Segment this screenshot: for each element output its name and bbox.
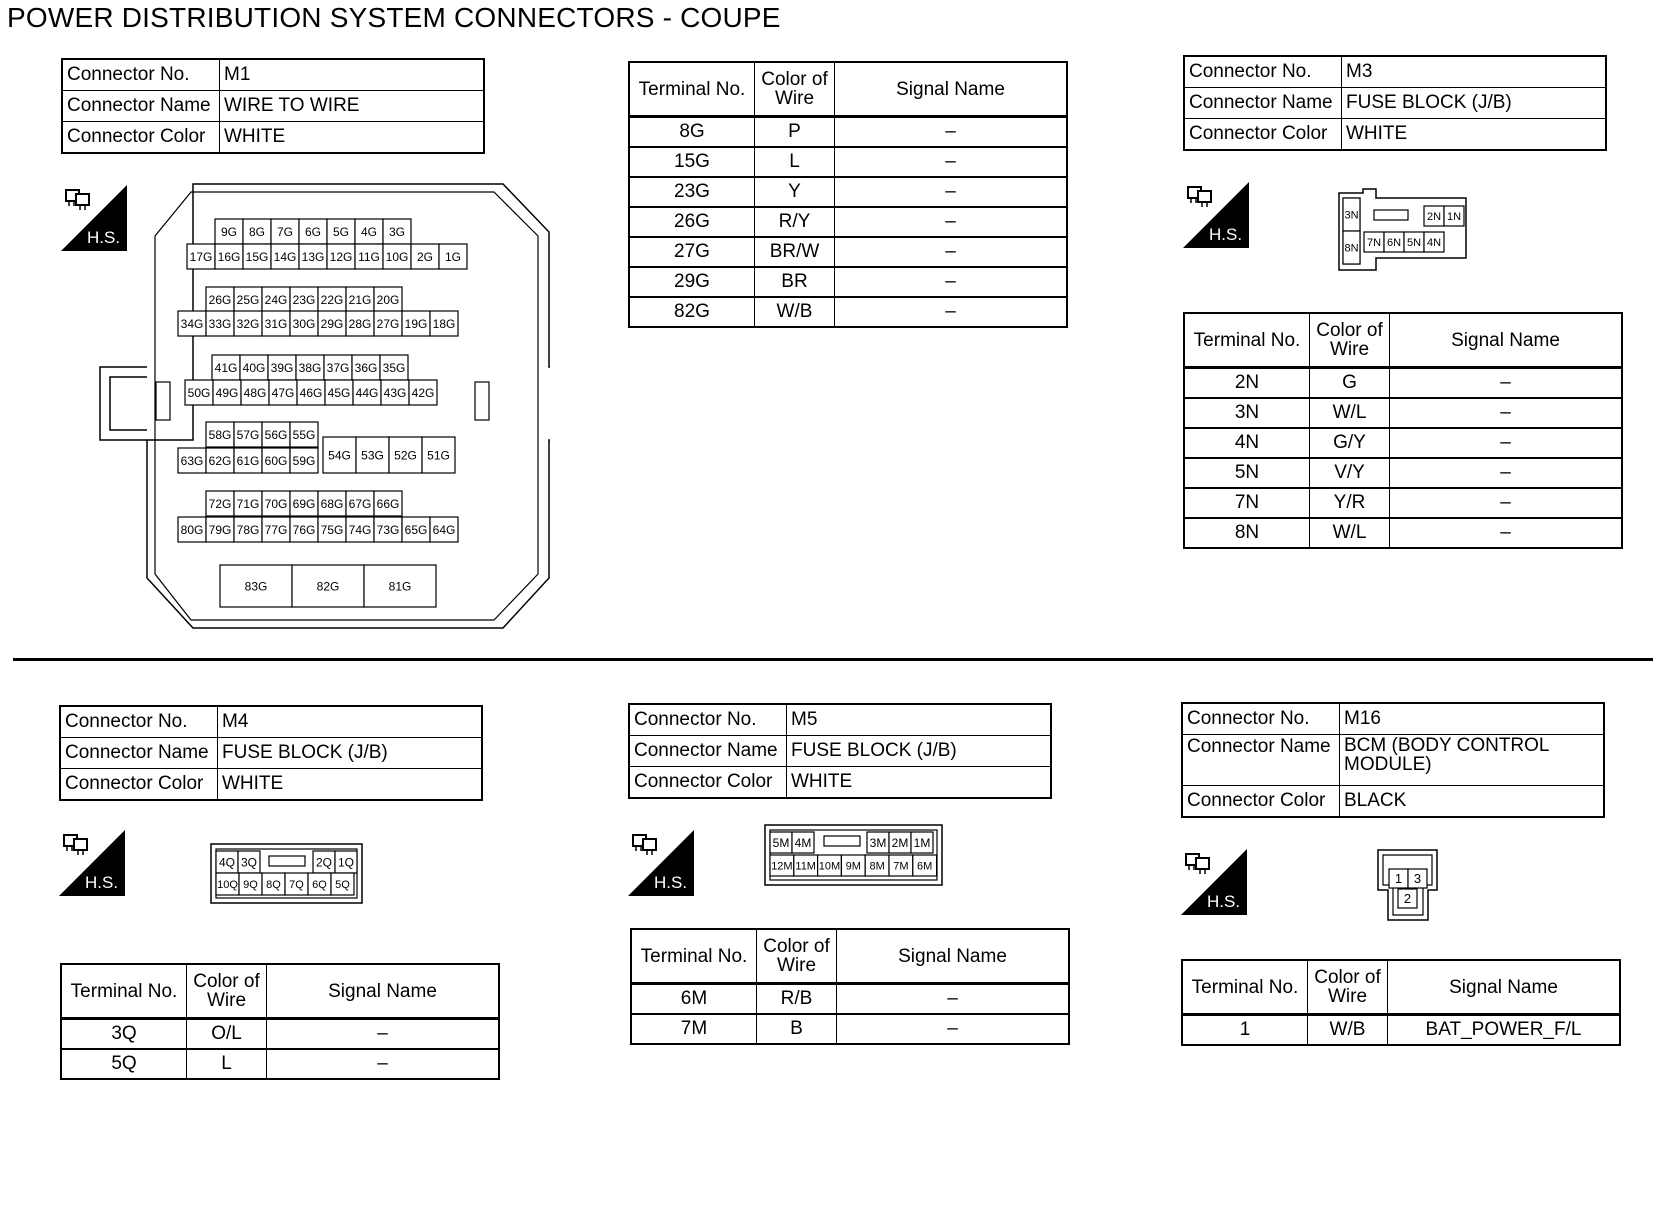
terminal-label: 70G bbox=[264, 496, 288, 511]
connector-latch-left bbox=[100, 367, 147, 440]
terminal-label: 9Q bbox=[243, 878, 258, 891]
terminal-label: 11G bbox=[358, 249, 380, 264]
terminal-label: 79G bbox=[208, 522, 232, 537]
terminal-label: 14G bbox=[273, 249, 297, 264]
harness-side-icon bbox=[1183, 182, 1249, 253]
label-connector-color: Connector Color bbox=[1184, 119, 1342, 151]
connector-color-value: WHITE bbox=[1342, 119, 1607, 151]
terminal-label: 28G bbox=[348, 316, 372, 331]
label-connector-color: Connector Color bbox=[629, 767, 787, 799]
terminal-cell: 6M bbox=[631, 984, 757, 1015]
wire-cell: BR/W bbox=[755, 237, 835, 267]
wire-cell: Y/R bbox=[1310, 488, 1390, 518]
wire-cell: O/L bbox=[187, 1019, 267, 1050]
table-row bbox=[1184, 398, 1622, 428]
table-row bbox=[629, 267, 1067, 297]
terminal-label: 6Q bbox=[312, 878, 327, 891]
col-terminal-no: Terminal No. bbox=[61, 964, 187, 1019]
terminal-label: 22G bbox=[320, 292, 344, 307]
col-color-of-wire: Color of Wire bbox=[187, 964, 267, 1019]
terminal-label: 68G bbox=[320, 496, 344, 511]
terminal-label: 82G bbox=[316, 579, 340, 594]
terminal-label: 4G bbox=[360, 224, 378, 239]
wire-cell: B bbox=[757, 1014, 837, 1044]
label-connector-no: Connector No. bbox=[62, 59, 220, 91]
terminal-label: 55G bbox=[292, 427, 316, 442]
terminal-label: 67G bbox=[348, 496, 372, 511]
terminal-cell: 5Q bbox=[61, 1049, 187, 1079]
terminal-label: 52G bbox=[394, 448, 417, 463]
terminal-label: 36G bbox=[354, 360, 378, 375]
page-title: POWER DISTRIBUTION SYSTEM CONNECTORS - COUPE bbox=[7, 2, 781, 33]
terminal-table-m1 bbox=[628, 61, 1068, 328]
terminal-label: 26G bbox=[208, 292, 232, 307]
col-color-of-wire: Color of Wire bbox=[1310, 313, 1390, 368]
terminal-table-m5 bbox=[630, 928, 1070, 1045]
terminal-cell: 7M bbox=[631, 1014, 757, 1044]
terminal-label: 74G bbox=[348, 522, 372, 537]
col-signal-name: Signal Name bbox=[1388, 960, 1621, 1015]
terminal-label: 6N bbox=[1386, 236, 1402, 249]
terminal-label: 10Q bbox=[217, 878, 238, 891]
terminal-label: 10M bbox=[818, 860, 841, 873]
label-connector-name: Connector Name bbox=[1184, 88, 1342, 119]
terminal-cell: 27G bbox=[629, 237, 755, 267]
terminal-label: 44G bbox=[355, 385, 379, 400]
terminal-label: 3 bbox=[1413, 871, 1422, 887]
terminal-label: 2M bbox=[891, 835, 909, 850]
terminal-label: 7M bbox=[893, 860, 909, 873]
terminal-label: 31G bbox=[264, 316, 288, 331]
terminal-label: 8Q bbox=[266, 878, 281, 891]
wire-cell: L bbox=[187, 1049, 267, 1079]
col-color-of-wire: Color of Wire bbox=[1308, 960, 1388, 1015]
terminal-cell: 7N bbox=[1184, 488, 1310, 518]
terminal-label: 54G bbox=[328, 448, 351, 463]
wire-cell: V/Y bbox=[1310, 458, 1390, 488]
hs-label: H.S. bbox=[87, 228, 121, 247]
wire-cell: R/Y bbox=[755, 207, 835, 237]
terminal-cell: 4N bbox=[1184, 428, 1310, 458]
terminal-label: 53G bbox=[361, 448, 384, 463]
signal-cell: – bbox=[835, 117, 1068, 148]
terminal-label: 1Q bbox=[337, 855, 355, 870]
terminal-label: 3Q bbox=[240, 855, 258, 870]
terminal-label: 81G bbox=[388, 579, 412, 594]
terminal-label: 2Q bbox=[315, 855, 333, 870]
terminal-label: 35G bbox=[382, 360, 406, 375]
terminal-label: 5G bbox=[332, 224, 350, 239]
terminal-label: 34G bbox=[180, 316, 204, 331]
connector-lock-right bbox=[475, 382, 489, 420]
terminal-cell: 3N bbox=[1184, 398, 1310, 428]
terminal-cell: 23G bbox=[629, 177, 755, 207]
terminal-label: 7G bbox=[276, 224, 294, 239]
terminal-label: 39G bbox=[270, 360, 294, 375]
signal-cell: – bbox=[835, 147, 1068, 177]
terminal-label: 3N bbox=[1344, 209, 1359, 222]
terminal-label: 83G bbox=[244, 579, 268, 594]
wire-cell: W/L bbox=[1310, 518, 1390, 548]
terminal-label: 6M bbox=[917, 860, 933, 873]
wire-cell: P bbox=[755, 117, 835, 148]
label-connector-color: Connector Color bbox=[60, 769, 218, 801]
terminal-label: 27G bbox=[376, 316, 400, 331]
terminal-label: 75G bbox=[320, 522, 344, 537]
terminal-label: 57G bbox=[236, 427, 260, 442]
terminal-label: 80G bbox=[180, 522, 204, 537]
col-color-of-wire: Color of Wire bbox=[755, 62, 835, 117]
connector-name-value: FUSE BLOCK (J/B) bbox=[218, 738, 483, 769]
label-connector-no: Connector No. bbox=[1184, 56, 1342, 88]
col-terminal-no: Terminal No. bbox=[1182, 960, 1308, 1015]
harness-side-icon bbox=[628, 830, 694, 901]
terminal-label: 1M bbox=[913, 835, 931, 850]
signal-cell: – bbox=[1390, 428, 1623, 458]
hs-label: H.S. bbox=[85, 873, 119, 892]
col-terminal-no: Terminal No. bbox=[631, 929, 757, 984]
terminal-label: 59G bbox=[292, 453, 316, 468]
terminal-label: 49G bbox=[215, 385, 239, 400]
terminal-label: 2N bbox=[1426, 210, 1442, 223]
terminal-label: 51G bbox=[427, 448, 450, 463]
terminal-label: 66G bbox=[376, 496, 400, 511]
table-row bbox=[631, 1014, 1069, 1044]
label-connector-color: Connector Color bbox=[62, 122, 220, 154]
connector-face-m3 bbox=[1338, 188, 1470, 272]
terminal-label: 4N bbox=[1426, 236, 1442, 249]
terminal-label: 16G bbox=[217, 249, 241, 264]
connector-face-m16 bbox=[1376, 848, 1440, 924]
signal-cell: – bbox=[1390, 458, 1623, 488]
harness-side-icon bbox=[59, 830, 125, 901]
terminal-label: 62G bbox=[208, 453, 232, 468]
connector-name-value: FUSE BLOCK (J/B) bbox=[787, 736, 1052, 767]
terminal-label: 43G bbox=[383, 385, 407, 400]
terminal-label: 12M bbox=[771, 860, 793, 873]
signal-cell: – bbox=[837, 984, 1070, 1015]
connector-name-value: WIRE TO WIRE bbox=[220, 91, 485, 122]
terminal-label: 33G bbox=[208, 316, 232, 331]
terminal-label: 18G bbox=[432, 316, 456, 331]
terminal-label: 77G bbox=[264, 522, 288, 537]
terminal-cell: 8N bbox=[1184, 518, 1310, 548]
terminal-label: 11M bbox=[795, 860, 816, 873]
terminal-label: 69G bbox=[292, 496, 316, 511]
terminal-cell: 3Q bbox=[61, 1019, 187, 1050]
connector-face-m4 bbox=[210, 843, 364, 905]
terminal-cell: 5N bbox=[1184, 458, 1310, 488]
terminal-label: 1 bbox=[1394, 871, 1403, 887]
terminal-label: 9G bbox=[220, 224, 238, 239]
table-row bbox=[629, 147, 1067, 177]
terminal-table-m4 bbox=[60, 963, 500, 1080]
signal-cell: – bbox=[835, 237, 1068, 267]
terminal-label: 32G bbox=[236, 316, 260, 331]
wire-cell: L bbox=[755, 147, 835, 177]
terminal-label: 63G bbox=[180, 453, 204, 468]
wire-cell: R/B bbox=[757, 984, 837, 1015]
label-connector-no: Connector No. bbox=[1182, 703, 1340, 735]
signal-cell: – bbox=[1390, 488, 1623, 518]
connector-face-m1 bbox=[98, 182, 550, 632]
terminal-label: 76G bbox=[292, 522, 316, 537]
table-row bbox=[629, 237, 1067, 267]
signal-cell: – bbox=[835, 267, 1068, 297]
signal-cell: – bbox=[1390, 398, 1623, 428]
wire-cell: Y bbox=[755, 177, 835, 207]
table-row bbox=[1184, 488, 1622, 518]
table-row bbox=[61, 1049, 499, 1079]
signal-cell: – bbox=[1390, 368, 1623, 399]
harness-side-icon bbox=[1181, 849, 1247, 920]
terminal-label: 24G bbox=[264, 292, 288, 307]
terminal-label: 19G bbox=[404, 316, 428, 331]
connector-info-m1 bbox=[61, 58, 485, 154]
terminal-cell: 8G bbox=[629, 117, 755, 148]
col-signal-name: Signal Name bbox=[835, 62, 1068, 117]
label-connector-name: Connector Name bbox=[62, 91, 220, 122]
terminal-label: 8N bbox=[1344, 242, 1359, 255]
terminal-label: 4M bbox=[794, 835, 812, 850]
connector-no-value: M16 bbox=[1340, 703, 1605, 735]
terminal-label: 8G bbox=[248, 224, 266, 239]
connector-no-value: M1 bbox=[220, 59, 485, 91]
terminal-label: 20G bbox=[376, 292, 400, 307]
terminal-label: 37G bbox=[326, 360, 350, 375]
terminal-label: 25G bbox=[236, 292, 260, 307]
table-row bbox=[61, 1019, 499, 1050]
label-connector-no: Connector No. bbox=[629, 704, 787, 736]
terminal-label: 41G bbox=[214, 360, 238, 375]
connector-name-value: BCM (BODY CONTROL MODULE) bbox=[1340, 735, 1605, 786]
terminal-label: 3M bbox=[869, 835, 887, 850]
terminal-label: 3G bbox=[388, 224, 406, 239]
label-connector-color: Connector Color bbox=[1182, 786, 1340, 818]
signal-cell: – bbox=[267, 1019, 500, 1050]
terminal-cell: 15G bbox=[629, 147, 755, 177]
terminal-label: 47G bbox=[271, 385, 295, 400]
terminal-label: 60G bbox=[264, 453, 288, 468]
terminal-label: 23G bbox=[292, 292, 316, 307]
terminal-label: 73G bbox=[376, 522, 400, 537]
table-row bbox=[629, 117, 1067, 148]
terminal-label: 2G bbox=[416, 249, 434, 264]
terminal-cell: 82G bbox=[629, 297, 755, 327]
table-row bbox=[1184, 518, 1622, 548]
terminal-label: 40G bbox=[242, 360, 266, 375]
hs-label: H.S. bbox=[1207, 892, 1241, 911]
connector-info-m5 bbox=[628, 703, 1052, 799]
table-row bbox=[1184, 428, 1622, 458]
signal-cell: – bbox=[837, 1014, 1070, 1044]
terminal-label: 72G bbox=[208, 496, 232, 511]
connector-lock-left bbox=[156, 382, 170, 420]
terminal-label: 12G bbox=[329, 249, 353, 264]
col-color-of-wire: Color of Wire bbox=[757, 929, 837, 984]
col-signal-name: Signal Name bbox=[1390, 313, 1623, 368]
connector-info-m16 bbox=[1181, 702, 1605, 818]
terminal-cell: 1 bbox=[1182, 1015, 1308, 1046]
terminal-label: 65G bbox=[404, 522, 428, 537]
table-row bbox=[629, 207, 1067, 237]
terminal-label: 29G bbox=[320, 316, 344, 331]
table-row bbox=[1184, 458, 1622, 488]
terminal-label: 42G bbox=[411, 385, 435, 400]
terminal-label: 30G bbox=[292, 316, 316, 331]
terminal-cell: 29G bbox=[629, 267, 755, 297]
signal-cell: BAT_POWER_F/L bbox=[1388, 1015, 1621, 1046]
wire-cell: BR bbox=[755, 267, 835, 297]
terminal-label: 5M bbox=[772, 835, 790, 850]
signal-cell: – bbox=[835, 177, 1068, 207]
col-terminal-no: Terminal No. bbox=[1184, 313, 1310, 368]
wire-cell: G/Y bbox=[1310, 428, 1390, 458]
terminal-label: 50G bbox=[187, 385, 211, 400]
table-row bbox=[629, 177, 1067, 207]
terminal-label: 5Q bbox=[335, 878, 350, 891]
terminal-label: 56G bbox=[264, 427, 288, 442]
terminal-cell: 2N bbox=[1184, 368, 1310, 399]
col-signal-name: Signal Name bbox=[267, 964, 500, 1019]
label-connector-name: Connector Name bbox=[629, 736, 787, 767]
terminal-label: 1N bbox=[1446, 210, 1462, 223]
terminal-label: 7Q bbox=[289, 878, 304, 891]
terminal-cell: 26G bbox=[629, 207, 755, 237]
connector-color-value: WHITE bbox=[787, 767, 1052, 799]
connector-info-m3 bbox=[1183, 55, 1607, 151]
terminal-label: 2 bbox=[1403, 891, 1412, 907]
terminal-label: 78G bbox=[236, 522, 260, 537]
signal-cell: – bbox=[1390, 518, 1623, 548]
connector-color-value: WHITE bbox=[220, 122, 485, 154]
terminal-label: 48G bbox=[243, 385, 267, 400]
signal-cell: – bbox=[835, 207, 1068, 237]
connector-no-value: M5 bbox=[787, 704, 1052, 736]
terminal-label: 5N bbox=[1406, 236, 1422, 249]
wire-cell: W/B bbox=[1308, 1015, 1388, 1046]
label-connector-name: Connector Name bbox=[1182, 735, 1340, 786]
terminal-label: 71G bbox=[236, 496, 260, 511]
terminal-label: 21G bbox=[348, 292, 372, 307]
label-connector-name: Connector Name bbox=[60, 738, 218, 769]
table-row bbox=[1182, 1015, 1620, 1046]
hs-label: H.S. bbox=[1209, 225, 1243, 244]
terminal-label: 61G bbox=[236, 453, 260, 468]
terminal-table-m16 bbox=[1181, 959, 1621, 1046]
terminal-label: 9M bbox=[845, 860, 861, 873]
connector-no-value: M4 bbox=[218, 706, 483, 738]
terminal-label: 64G bbox=[432, 522, 456, 537]
terminal-label: 46G bbox=[299, 385, 323, 400]
table-row bbox=[631, 984, 1069, 1015]
terminal-label: 10G bbox=[385, 249, 409, 264]
table-row bbox=[629, 297, 1067, 327]
wire-cell: W/B bbox=[755, 297, 835, 327]
terminal-label: 13G bbox=[301, 249, 325, 264]
terminal-label: 45G bbox=[327, 385, 351, 400]
table-row bbox=[1184, 368, 1622, 399]
terminal-label: 58G bbox=[208, 427, 232, 442]
terminal-label: 7N bbox=[1366, 236, 1382, 249]
wire-cell: W/L bbox=[1310, 398, 1390, 428]
terminal-label: 4Q bbox=[218, 855, 236, 870]
connector-name-value: FUSE BLOCK (J/B) bbox=[1342, 88, 1607, 119]
terminal-label: 1G bbox=[444, 249, 462, 264]
terminal-label: 6G bbox=[304, 224, 322, 239]
terminal-table-m3 bbox=[1183, 312, 1623, 549]
wire-cell: G bbox=[1310, 368, 1390, 399]
col-signal-name: Signal Name bbox=[837, 929, 1070, 984]
terminal-label: 17G bbox=[189, 249, 213, 264]
label-connector-no: Connector No. bbox=[60, 706, 218, 738]
connector-no-value: M3 bbox=[1342, 56, 1607, 88]
terminal-label: 38G bbox=[298, 360, 322, 375]
section-divider bbox=[13, 658, 1653, 661]
hs-label: H.S. bbox=[654, 873, 688, 892]
signal-cell: – bbox=[835, 297, 1068, 327]
connector-face-m5 bbox=[764, 824, 944, 887]
connector-info-m4 bbox=[59, 705, 483, 801]
terminal-label: 8M bbox=[869, 860, 885, 873]
col-terminal-no: Terminal No. bbox=[629, 62, 755, 117]
signal-cell: – bbox=[267, 1049, 500, 1079]
connector-color-value: WHITE bbox=[218, 769, 483, 801]
connector-color-value: BLACK bbox=[1340, 786, 1605, 818]
terminal-label: 15G bbox=[245, 249, 269, 264]
